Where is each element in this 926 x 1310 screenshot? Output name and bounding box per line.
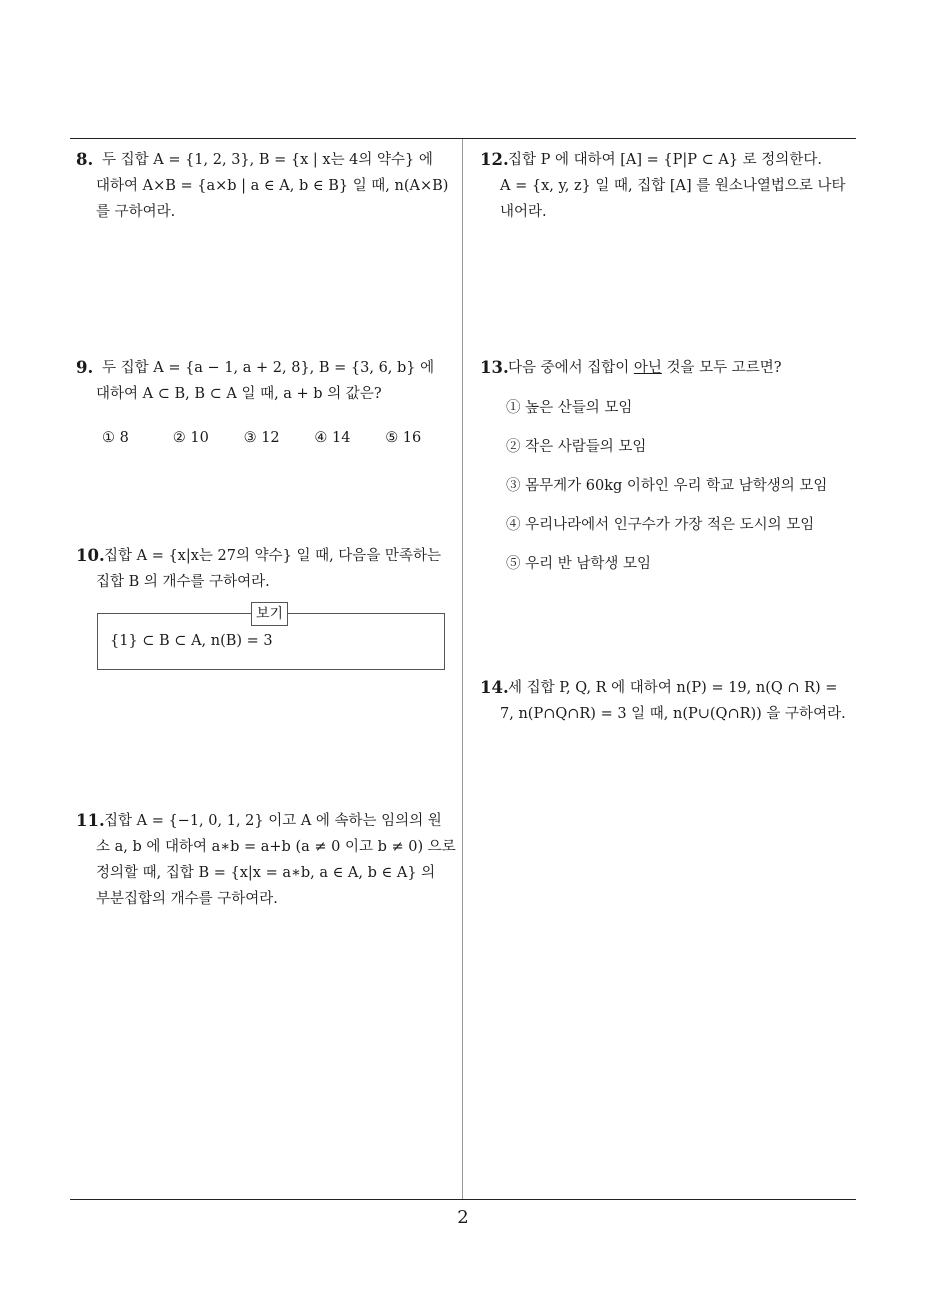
question-9 bbox=[76, 355, 456, 451]
question-text-line: 두 집합 A = {1, 2, 3}, B = {x | x는 4의 약수} 에 bbox=[102, 152, 433, 168]
question-12 bbox=[480, 147, 860, 225]
top-rule bbox=[70, 138, 856, 139]
question-text-line: 집합 A = {x|x는 27의 약수} 일 때, 다음을 만족하는 bbox=[104, 548, 441, 564]
question-text-line: 부분집합의 개수를 구하여라. bbox=[96, 891, 278, 907]
question-number: 8. bbox=[76, 150, 94, 169]
question-text-line: 세 집합 P, Q, R 에 대하여 n(P) = 19, n(Q ∩ R) = bbox=[508, 680, 838, 696]
question-text-line: 대하여 A ⊂ B, B ⊂ A 일 때, a + b 의 값은? bbox=[96, 386, 382, 402]
choice-3[interactable]: ③ 12 bbox=[243, 430, 280, 446]
question-text-line bbox=[508, 355, 860, 381]
bogi-label: 보기 bbox=[251, 602, 288, 626]
question-10 bbox=[76, 543, 456, 595]
choice-3[interactable]: ③ 몸무게가 60kg 이하인 우리 학교 남학생의 모임 bbox=[506, 478, 828, 494]
question-text-line: 대하여 A×B = {a×b | a ∈ A, b ∈ B} 일 때, n(A×B) bbox=[96, 178, 449, 194]
question-14 bbox=[480, 675, 860, 727]
question-text-line: 집합 P 에 대하여 [A] = {P|P ⊂ A} 로 정의한다. bbox=[508, 152, 822, 168]
choice-1[interactable]: ① 8 bbox=[102, 430, 129, 446]
question-text-line: 소 a, b 에 대하여 a∗b = a+b (a ≠ 0 이고 b ≠ 0) 으로 bbox=[96, 839, 456, 855]
question-text-line: 두 집합 A = {a − 1, a + 2, 8}, B = {3, 6, b} 에 bbox=[102, 360, 435, 376]
choice-1[interactable]: ① 높은 산들의 모임 bbox=[506, 400, 633, 416]
question-text-line: A = {x, y, z} 일 때, 집합 [A] 를 원소나열법으로 나타 bbox=[500, 178, 846, 194]
choice-2[interactable]: ② 작은 사람들의 모임 bbox=[506, 439, 647, 455]
stem-before: 다음 중에서 집합이 bbox=[508, 360, 634, 376]
question-number: 9. bbox=[76, 358, 94, 377]
choice-4[interactable]: ④ 우리나라에서 인구수가 가장 적은 도시의 모임 bbox=[506, 517, 815, 533]
bottom-rule bbox=[70, 1199, 856, 1200]
stem-after: 것을 모두 고르면? bbox=[661, 360, 782, 376]
choice-4[interactable]: ④ 14 bbox=[314, 430, 351, 446]
question-number: 11. bbox=[76, 811, 105, 830]
choice-2[interactable]: ② 10 bbox=[172, 430, 209, 446]
question-11 bbox=[76, 808, 456, 912]
question-text-line: 집합 B 의 개수를 구하여라. bbox=[96, 574, 270, 590]
column-divider bbox=[462, 139, 463, 1200]
page-number: 2 bbox=[457, 1207, 469, 1228]
choice-5[interactable]: ⑤ 우리 반 남학생 모임 bbox=[506, 556, 651, 572]
bogi-content: {1} ⊂ B ⊂ A, n(B) = 3 bbox=[110, 633, 273, 649]
choice-5[interactable]: ⑤ 16 bbox=[385, 430, 422, 446]
question-text-line: 7, n(P∩Q∩R) = 3 일 때, n(P∪(Q∩R)) 을 구하여라. bbox=[500, 706, 846, 722]
question-text-line: 내어라. bbox=[500, 204, 547, 220]
choice-list bbox=[102, 425, 456, 451]
choice-list bbox=[506, 395, 860, 590]
question-number: 13. bbox=[480, 358, 509, 377]
question-text-line: 집합 A = {−1, 0, 1, 2} 이고 A 에 속하는 임의의 원 bbox=[104, 813, 442, 829]
question-number: 12. bbox=[480, 150, 509, 169]
question-text-line: 정의할 때, 집합 B = {x|x = a∗b, a ∈ A, b ∈ A} 의 bbox=[96, 865, 436, 881]
question-8 bbox=[76, 147, 456, 225]
question-text-line: 를 구하여라. bbox=[96, 204, 176, 220]
stem-underlined: 아닌 bbox=[633, 360, 662, 376]
question-number: 14. bbox=[480, 678, 509, 697]
question-13 bbox=[480, 355, 860, 590]
question-number: 10. bbox=[76, 546, 105, 565]
